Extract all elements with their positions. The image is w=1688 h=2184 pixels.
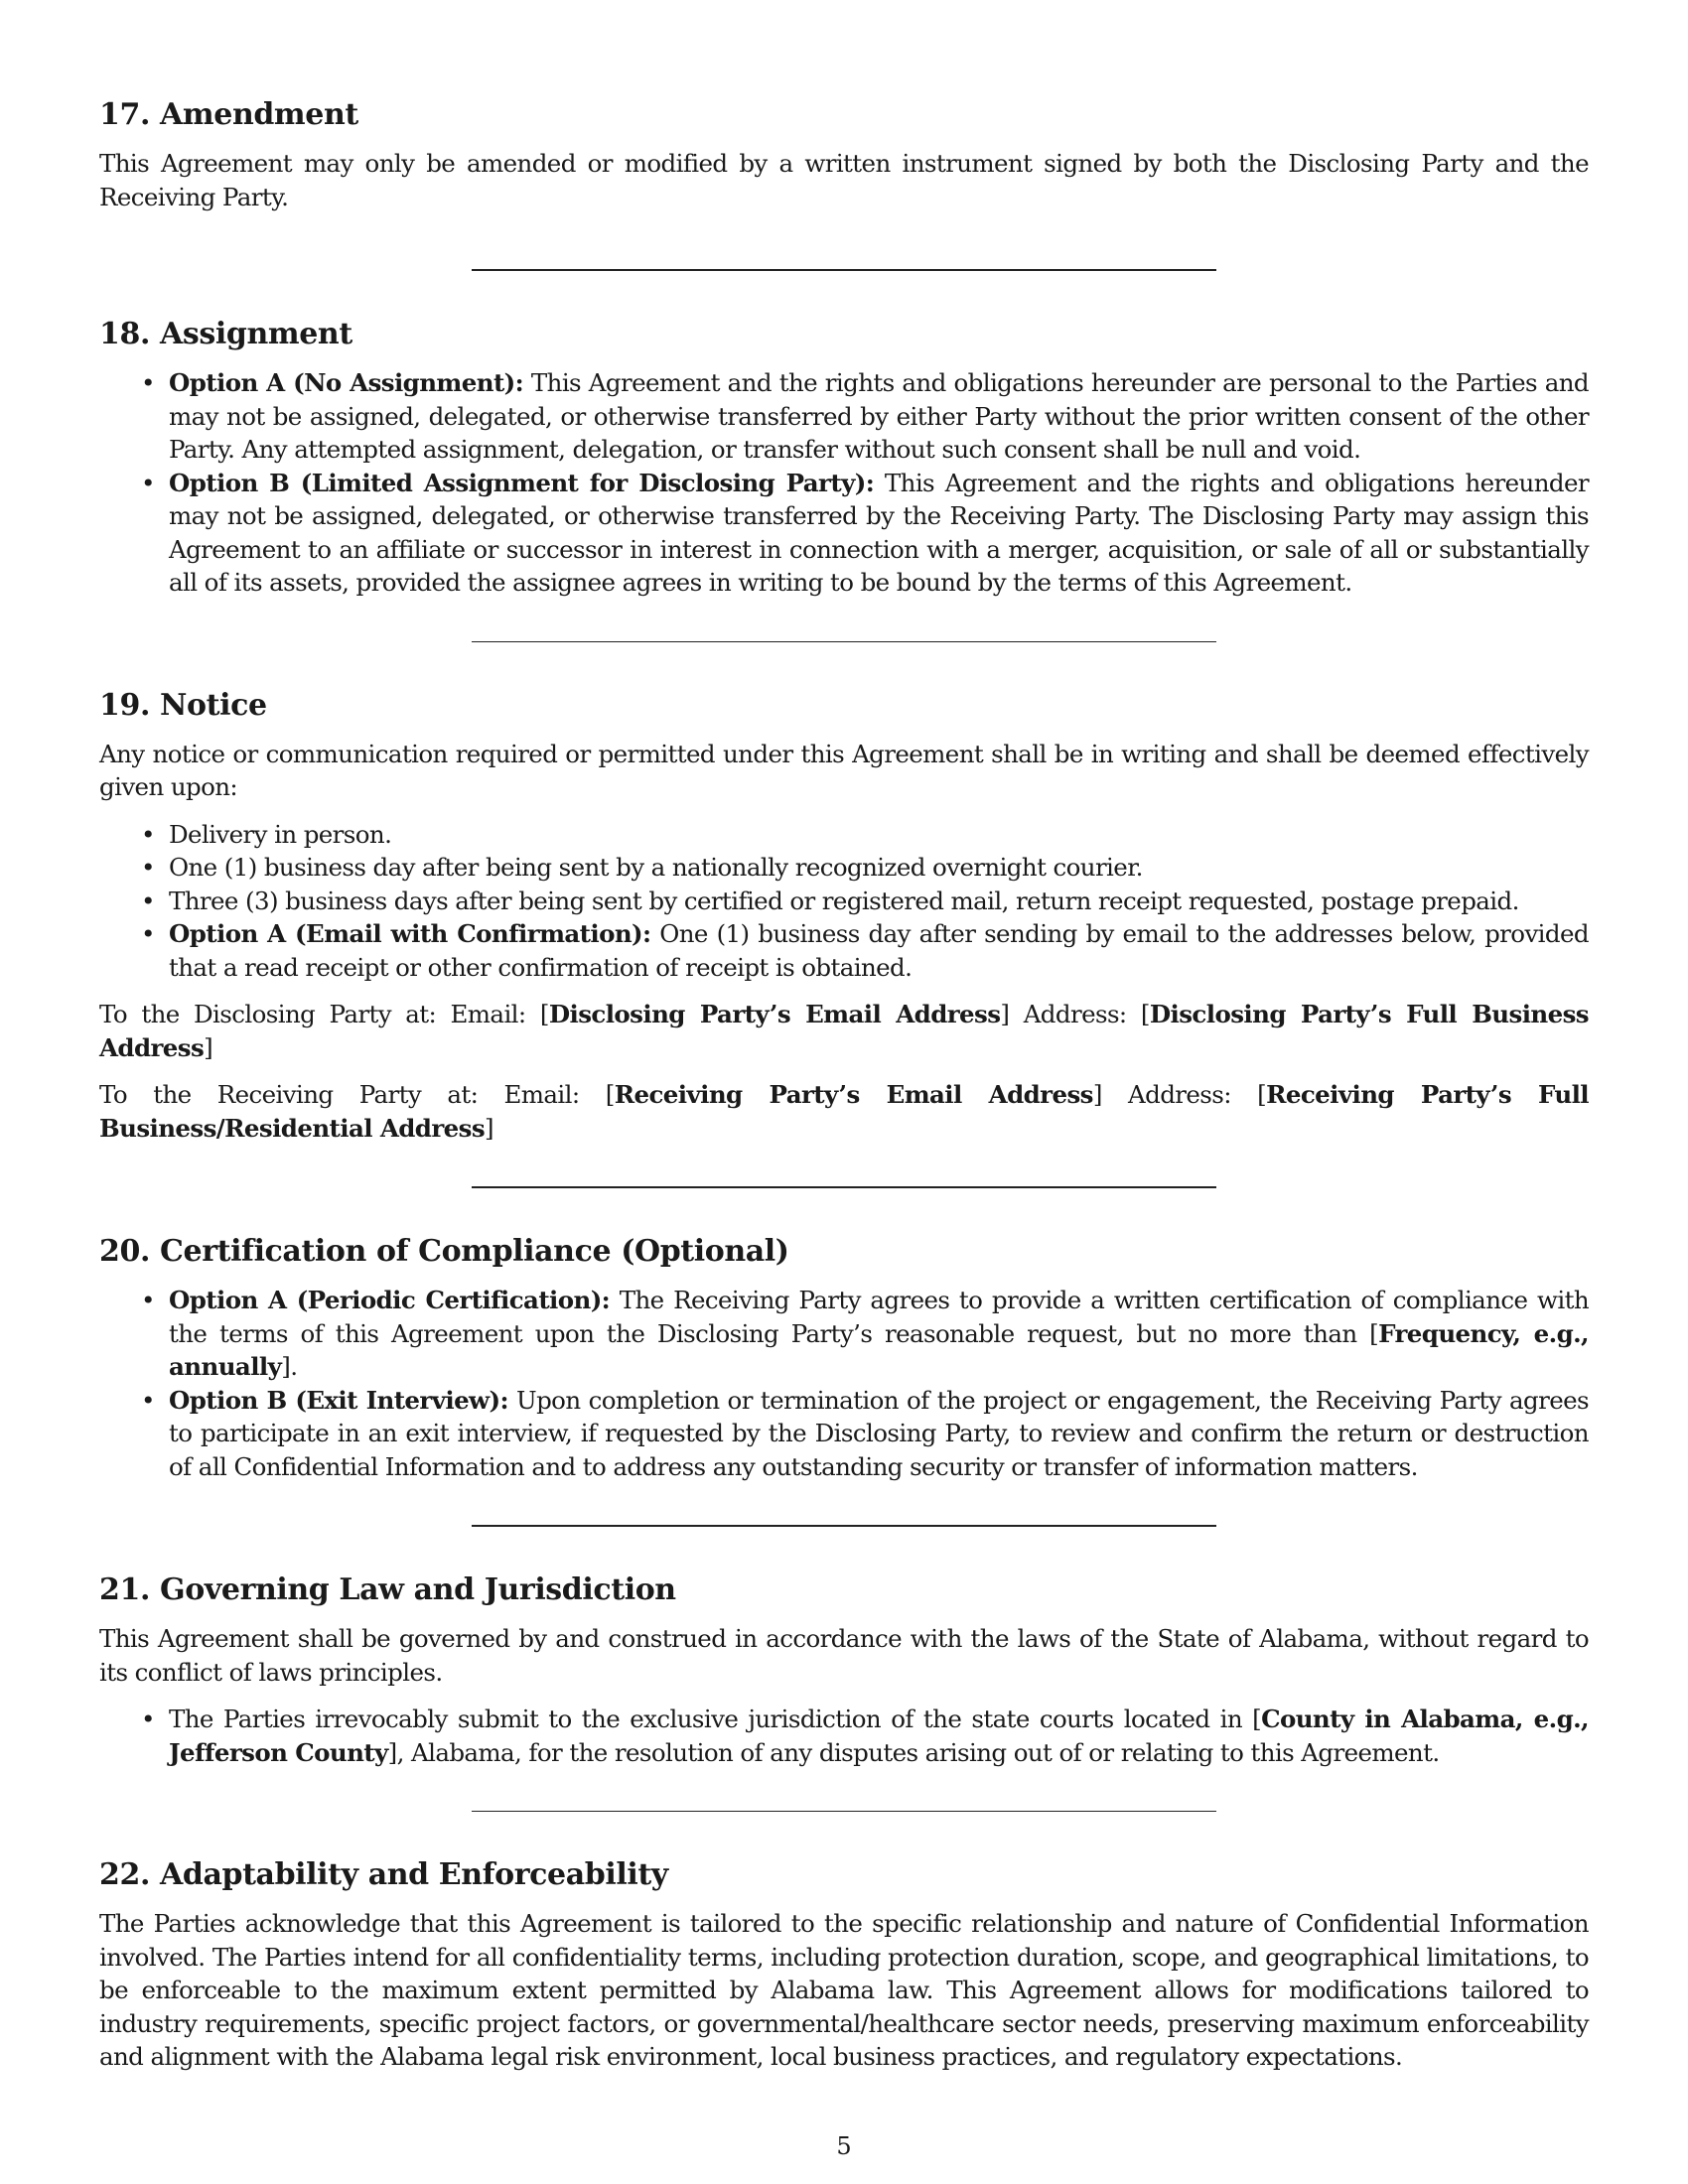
section-18-heading: 18. Assignment	[99, 317, 352, 351]
section-19-intro: Any notice or communication required or permitted under this Agreement shall be in writing and shall be deemed effectively given upon:	[99, 739, 1589, 801]
section-22-heading: 22. Adaptability and Enforceability	[99, 1857, 668, 1892]
list-item: • Option A (No Assignment): This Agreement and the rights and obligations hereunder are personal to the Parties and may not be assigned, delegated, or otherwise transferred by either Party without the prior written consent of the other Party. Any attempted assignment, delegation, or transfer without such consent shall be null and void.	[141, 368, 1589, 464]
option-text: This Agreement and the rights and obligations hereunder may not be assigned, delegated, or otherwise transferred by the Receiving Party. The Disclosing Party may assign this Agreement to an affiliate or successor in interest in connection with a merger, acquisition, or sale of all or substantially all of its assets, provided the assignee agrees in writing to be bound by the terms of this Agreement.	[169, 468, 1590, 597]
placeholder-field: Frequency, e.g., annually	[169, 1318, 1589, 1381]
page-number: 5	[836, 2132, 852, 2160]
option-label: Option A (No Assignment):	[169, 368, 524, 397]
section-17-heading: 17. Amendment	[99, 97, 358, 132]
document-page	[99, 0, 1589, 2074]
notice-methods-list	[99, 818, 1589, 985]
placeholder-field: Disclosing Party’s Full Business Address	[99, 1000, 1589, 1062]
disclosing-party-contact: To the Disclosing Party at: Email: [Disclosing Party’s Email Address] Address: [Disclosing Party’s Full Business Address]	[99, 1000, 1589, 1062]
option-label: Option B (Limited Assignment for Disclosing Party):	[169, 468, 875, 497]
option-text: Upon completion or termination of the project or engagement, the Receiving Party agrees to participate in an exit interview, if requested by the Disclosing Party, to review and confirm the return or destruction of all Confidential Information and to address any outstanding security or transfer of information matters.	[169, 1385, 1590, 1481]
list-item: • Option A (Periodic Certification): The Receiving Party agrees to provide a written certification of compliance with the terms of this Agreement upon the Disclosing Party’s reasonable request, but no more than [Frequency, e.g., annually].	[141, 1286, 1589, 1381]
assignment-options-list	[99, 366, 1589, 600]
section-17-body: This Agreement may only be amended or modified by a written instrument signed by both the Disclosing Party and the Receiving Party.	[99, 149, 1589, 211]
section-20-heading: 20. Certification of Compliance (Optional)	[99, 1234, 789, 1269]
list-item: • Option B (Limited Assignment for Disclosing Party): This Agreement and the rights and obligations hereunder may not be assigned, delegated, or otherwise transferred by the Receiving Party. The Disclosing Party may assign this Agreement to an affiliate or successor in interest in connection with a merger, acquisition, or sale of all or substantially all of its assets, provided the assignee agrees in writing to be bound by the terms of this Agreement.	[141, 468, 1590, 597]
section-divider	[472, 269, 1216, 271]
receiving-party-contact: To the Receiving Party at: Email: [Receiving Party’s Email Address] Address: [Receiving Party’s Full Business/Residential Address]	[99, 1080, 1589, 1143]
placeholder-field: County in Alabama, e.g., Jefferson County	[169, 1705, 1589, 1767]
option-label: Option A (Email with Confirmation):	[169, 919, 651, 948]
option-label: Option A (Periodic Certification):	[169, 1286, 611, 1314]
placeholder-field: Receiving Party’s Email Address	[614, 1080, 1093, 1109]
option-text: One (1) business day after sending by email to the addresses below, provided that a read receipt or other confirmation of receipt is obtained.	[169, 919, 1589, 982]
section-divider	[472, 1525, 1216, 1527]
section-19-heading: 19. Notice	[99, 687, 267, 723]
placeholder-field: Disclosing Party’s Email Address	[548, 1000, 1001, 1028]
list-item: • Option A (Email with Confirmation): One (1) business day after sending by email to the addresses below, provided that a read receipt or other confirmation of receipt is obtained.	[141, 919, 1589, 982]
list-item: • Three (3) business days after being sent by certified or registered mail, return receipt requested, postage prepaid.	[141, 886, 1519, 915]
section-21-body: This Agreement shall be governed by and construed in accordance with the laws of the State of Alabama, without regard to its conflict of laws principles.	[99, 1624, 1589, 1687]
list-item: • One (1) business day after being sent by a nationally recognized overnight courier.	[141, 853, 1143, 882]
jurisdiction-list	[99, 1703, 1589, 1769]
section-21-heading: 21. Governing Law and Jurisdiction	[99, 1572, 676, 1607]
section-22-body: The Parties acknowledge that this Agreement is tailored to the specific relationship and nature of Confidential Information involved. The Parties intend for all confidentiality terms, including protection duration, scope, and geographical limitations, to be enforceable to the maximum extent permitted by Alabama law. This Agreement allows for modifications tailored to industry requirements, specific project factors, or governmental/healthcare sector needs, preserving maximum enforceability and alignment with the Alabama legal risk environment, local business practices, and regulatory expectations.	[99, 1909, 1589, 2071]
list-item: • Option B (Exit Interview): Upon completion or termination of the project or engagement, the Receiving Party agrees to participate in an exit interview, if requested by the Disclosing Party, to review and confirm the return or destruction of all Confidential Information and to address any outstanding security or transfer of information matters.	[141, 1385, 1590, 1481]
section-divider	[472, 1186, 1216, 1188]
section-divider	[472, 1811, 1216, 1812]
list-item: • Delivery in person.	[141, 819, 392, 849]
option-text: This Agreement and the rights and obligations hereunder are personal to the Parties and may not be assigned, delegated, or otherwise transferred by either Party without the prior written consent of the other Party. Any attempted assignment, delegation, or transfer without such consent shall be null and void.	[169, 368, 1589, 464]
option-label: Option B (Exit Interview):	[169, 1385, 508, 1415]
list-item: • The Parties irrevocably submit to the exclusive jurisdiction of the state courts located in [County in Alabama, e.g., Jefferson County], Alabama, for the resolution of any disputes arising out of or relating to this Agreement.	[141, 1705, 1589, 1767]
placeholder-field: Receiving Party’s Full Business/Residential Address	[99, 1080, 1589, 1143]
certification-options-list	[99, 1284, 1589, 1483]
section-divider	[472, 641, 1216, 642]
